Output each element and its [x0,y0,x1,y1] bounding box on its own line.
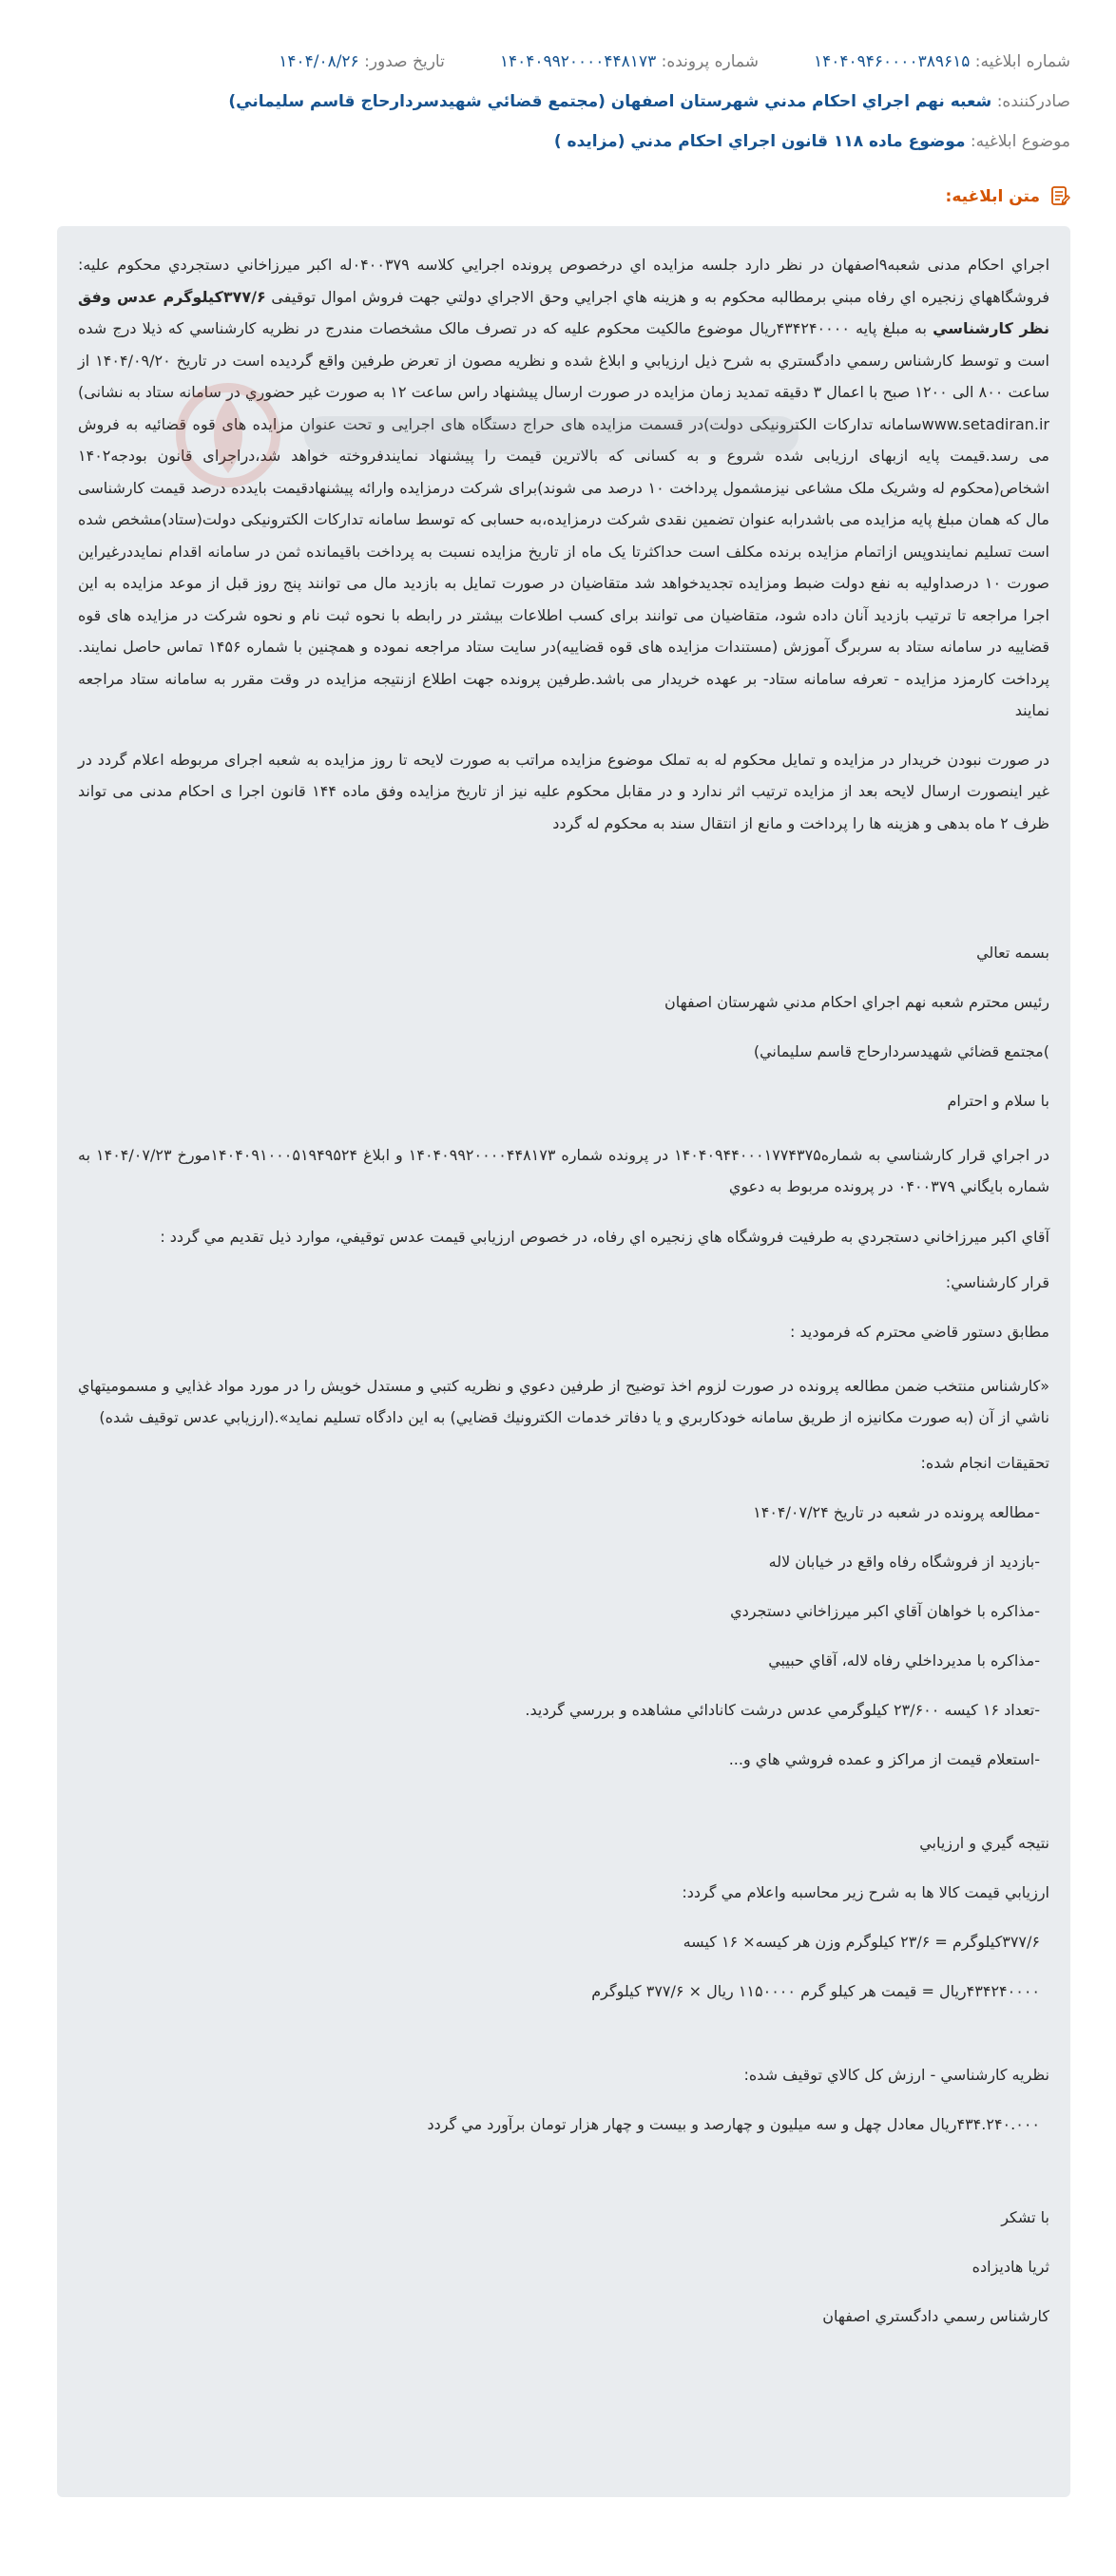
auction-item-bold: ۳۷۷/۶كيلوگرم عدس وفق نظر كارشناسي [78,287,1049,337]
section-title: متن ابلاغیه: [945,187,1040,206]
notice-number-label: شماره ابلاغیه: [974,52,1070,71]
auction-text-a: اجراي احكام مدنی شعبه۹اصفهان در نظر دارد جلسه مزايده اي درخصوص پرونده اجرايي كلاسه ۰۴۰۰۳۷۹له اكبر ميرزاخاني دستجردي محكوم عليه: فروشگاههاي زنجيره اي رفاه مبني برمطالبه محكوم به و هزينه هاي اجرايي وحق الاجراي دولتي جهت فروش اموال توقيفی [78,256,1050,306]
evaluation-line: ارزيابي قيمت كالا ها به شرح زير محاسبه واعلام مي گردد: [682,1883,1049,1901]
total-value-line: ۴۳۴.۲۴۰.۰۰۰ريال معادل چهل و سه ميليون و چهارصد و بيست و چهار هزار تومان برآورد مي گردد [427,2115,1040,2133]
complex-line: )مجتمع قضائي شهيدسردارحاج قاسم سليماني) [753,1042,1049,1060]
greeting-line: با سلام و احترام [947,1092,1049,1110]
conclusion-heading: نتيجه گيري و ارزيابي [919,1834,1049,1852]
auction-paragraph [78,249,1049,727]
notice-number-value: ۱۴۰۴۰۹۴۶۰۰۰۰۳۸۹۶۱۵ [814,52,971,71]
issue-date-value: ۱۴۰۴/۰۸/۲۶ [279,52,359,71]
notice-header [57,46,1070,211]
investigation-item: -مذاكره با خواهان آقاي اكبر ميرزاخاني دستجردي [730,1602,1040,1620]
expert-order-paragraph: در اجراي قرار كارشناسي به شماره۱۴۰۴۰۹۴۴۰۰۰۱۷۷۴۳۷۵ در پرونده شماره ۱۴۰۴۰۹۹۲۰۰۰۰۴۴۸۱۷۳ و ابلاغ ۱۴۰۴۰۹۱۰۰۰۵۱۹۴۹۵۲۴مورخ ۱۴۰۴/۰۷/۲۳ به شماره بايگاني ۰۴۰۰۳۷۹ در پرونده مربوط به دعوي [78,1146,1050,1195]
issuer-line [57,86,1070,118]
meta-row [57,46,1070,78]
investigation-item: -مطالعه پرونده در شعبه در تاريخ ۱۴۰۴/۰۷/۲۴ [753,1503,1040,1521]
subject-line [57,125,1070,158]
section-header [57,182,1070,211]
recipient-line: رئيس محترم شعبه نهم اجراي احكام مدني شهرستان اصفهان [664,993,1049,1011]
auction-text-b: به مبلغ پايه ۴۳۴۲۴۰۰۰۰ريال موضوع مالكيت محكوم عليه كه در تصرف مالک مشخصات مندرج در نظريه كارشناسي كه ذيلا درج شده است و توسط كارشناس رسمي دادگستري به شرح ذيل ارزيابي و ابلاغ شده و نظريه مصون از تعرض طرفين واقع گرديده است در تاريخ ۱۴۰۴/۰۹/۲۰ از ساعت ۸۰۰ الی ۱۲۰۰ صبح با اعمال ۳ دقيقه تمديد زمان مزايده در صورت ارسال پيشنهاد راس ساعت ۱۲ به صورت غير حضوري در سامانه ستاد به نشانی) www.setadiran.irسامانه تدارکات الکترونیکی دولت)در قسمت مزايده های حراج دستگاه های اجرايی و تحت عنوان مزايده های قوه قضائيه به فروش می رسد.قيمت پايه ازبهای ارزيابی شده شروع و به كسانی كه بالاترين قيمت را پيشنهاد نمايندفروخته خواهد شد،دراجرای قانون بودجه۱۴۰۲ اشخاص(محكوم له وشريک ملک مشاعی نيزمشمول پرداخت ۱۰ درصد می شوند)برای شركت درمزايده وارائه پيشنهادقيمت بايدده درصد قيمت كارشناسی مال كه همان مبلغ پايه مزايده می باشدرابه عنوان تضمين نقدی شركت درمزايده،به حسابی كه توسط سامانه تداركات الكترونيكی دولت(ستاد)مشخص شده است تسليم نمايندوپس ازاتمام مزايده برنده مكلف است حداكثرتا يک ماه از تاريخ مزايده نسبت به پرداخت باقيمانده ثمن در سامانه اقدام نمايددرغيراين صورت ۱۰ درصداوليه به نفع دولت ضبط ومزايده تجديدخواهد شد متقاضيان در صورت تمايل به بازديد مال می توانند پنج روز قبل از موعد مزايده به اين اجرا مراجعه تا ترتيب بازديد آنان داده شود، متقاضيان می توانند برای كسب اطلاعات بيشتر در رابطه با نحوه ثبت نام و نحوه شركت در مزايده های قوه قضاييه در سامانه ستاد به سربرگ آموزش (مستندات مزايده های قوه قضاييه)در سايت ستاد مراجعه نموده و همچنين با شماره ۱۴۵۶ تماس حاصل نمايند. پرداخت كارمزد مزايده - تعرفه سامانه ستاد- بر عهده خريدار می باشد.طرفين پرونده جهت اطلاع ازنتيجه مزايده در وقت مقرر به سامانه ستاد مراجعه نمايند [78,319,1050,719]
case-number-label: شماره پرونده: [661,52,759,71]
investigation-item: -مذاكره با مديرداخلي رفاه لاله، آقاي حبيبي [768,1651,1040,1670]
subject-label: موضوع ابلاغیه: [970,132,1070,151]
no-buyer-paragraph: در صورت نبودن خريدار در مزايده و تمايل محكوم له به تملک موضوع مزايده مراتب به صورت لايحه تا روز مزايده به شعبه اجرای مربوطه اعلام گردد در غير اينصورت ارسال لايحه بعد از مزايده ترتيب اثر ندارد و در مقابل محكوم عليه نيز از تاريخ مزايده وفق ماده ۱۴۴ قانون اجرا ی احكام مدنی می تواند ظرف ۲ ماه بدهی و هزينه ها را پرداخت و مانع از انتقال سند به محكوم له گردد [78,750,1050,832]
notice-number [814,46,1070,78]
expert-opinion-heading: نظريه كارشناسي - ارزش كل كالاي توقيف شده: [743,2066,1049,2084]
price-calculation: ۴۳۴۲۴۰۰۰۰ريال = قيمت هر كيلو گرم ۱۱۵۰۰۰۰ ريال × ۳۷۷/۶ كيلوگرم [591,1982,1040,2000]
case-parties-paragraph: آقاي اكبر ميرزاخاني دستجردي به طرفيت فروشگاه هاي زنجيره اي رفاه، در خصوص ارزيابي قيمت عدس توقيفي، موارد ذيل تقديم مي گردد : [160,1228,1049,1246]
weight-calculation: ۳۷۷/۶كيلوگرم = ۲۳/۶ كيلوگرم وزن هر كيسه× ۱۶ كيسه [683,1933,1040,1951]
judge-quote-paragraph: «كارشناس منتخب ضمن مطالعه پرونده در صورت لزوم اخذ توضيح از طرفين دعوي و نظريه كتبي و مستدل خويش را در مورد مواد غذايي و مسموميتهاي ناشي از آن (به صورت مكانيزه از طريق سامانه خودكاربري و يا دفاتر خدمات الكترونيك قضايي) به اين دادگاه تسليم نمايد».(ارزيابي عدس توقيف شده) [78,1377,1049,1426]
notice-body-box [57,226,1070,2497]
issuer-value: شعبه نهم اجراي احكام مدني شهرستان اصفهان (مجتمع قضائي شهيدسردارحاج قاسم سليماني) [228,92,992,111]
document-icon [1049,185,1070,208]
case-number-value: ۱۴۰۴۰۹۹۲۰۰۰۰۴۴۸۱۷۳ [499,52,657,71]
case-number [500,46,759,78]
investigation-item: -استعلام قيمت از مراكز و عمده فروشي هاي و... [728,1750,1040,1768]
investigation-item: -تعداد ۱۶ كيسه ۲۳/۶۰۰ كيلوگرمي عدس درشت كانادائي مشاهده و بررسي گرديد. [525,1701,1040,1719]
expert-title: كارشناس رسمي دادگستري اصفهان [822,2307,1049,2325]
expert-name: ثريا هاديزاده [972,2258,1049,2276]
judge-order-line: مطابق دستور قاضي محترم كه فرموديد : [789,1323,1049,1341]
expert-order-heading: قرار كارشناسي: [945,1273,1049,1291]
investigations-heading: تحقيقات انجام شده: [920,1454,1049,1472]
investigation-item: -بازديد از فروشگاه رفاه واقع در خيابان لاله [768,1553,1040,1571]
subject-value: موضوع ماده ۱۱۸ قانون اجراي احكام مدني (مزايده ) [553,132,966,151]
issuer-label: صادرکننده: [996,92,1070,111]
issue-date-label: تاریخ صدور: [364,52,445,71]
bismillah: بسمه تعالي [976,944,1049,962]
issue-date [279,46,445,78]
thanks-line: با تشكر [1001,2208,1049,2226]
